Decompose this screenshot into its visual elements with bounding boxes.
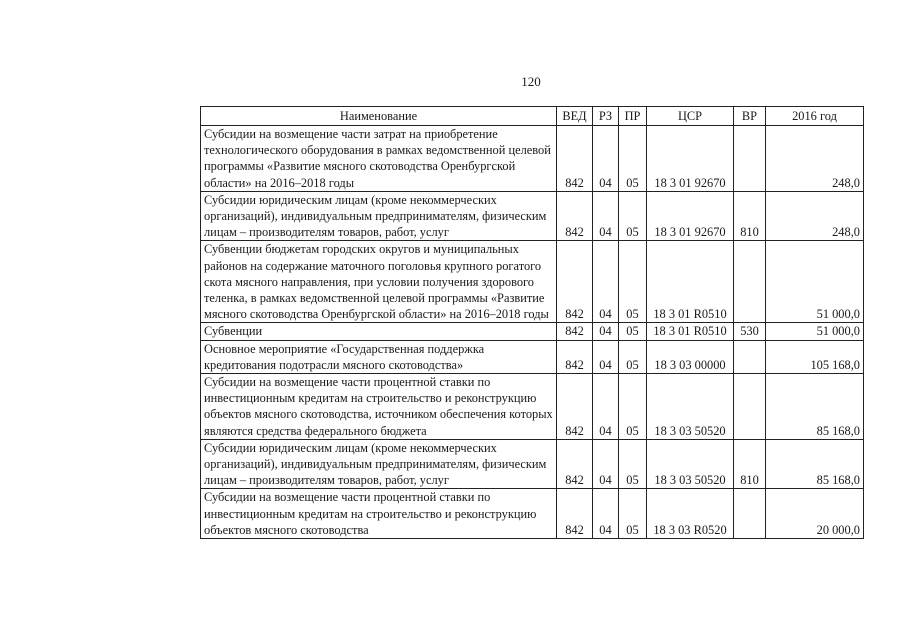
row-name: Субсидии на возмещение части процентной ставки по инвестиционным кредитам на строительство и реконструкцию объектов мясного скотоводства bbox=[201, 489, 557, 539]
row-amount: 85 168,0 bbox=[766, 439, 864, 489]
table-row bbox=[201, 323, 864, 340]
row-vr: 530 bbox=[734, 323, 766, 340]
row-ved: 842 bbox=[557, 439, 593, 489]
row-name: Основное мероприятие «Государственная поддержка кредитования подотрасли мясного скотоводства» bbox=[201, 340, 557, 373]
row-pr: 05 bbox=[619, 191, 647, 241]
row-name: Субвенции bbox=[201, 323, 557, 340]
row-name: Субсидии на возмещение части затрат на приобретение технологического оборудования в рамках ведомственной целевой программы «Развитие мясного скотоводства Оренбургской области» на 2016–2018 годы bbox=[201, 126, 557, 192]
row-pr: 05 bbox=[619, 126, 647, 192]
row-rz: 04 bbox=[593, 374, 619, 440]
row-amount: 85 168,0 bbox=[766, 374, 864, 440]
row-vr bbox=[734, 489, 766, 539]
row-amount: 20 000,0 bbox=[766, 489, 864, 539]
header-pr: ПР bbox=[619, 107, 647, 126]
table-row bbox=[201, 340, 864, 373]
row-amount: 248,0 bbox=[766, 126, 864, 192]
row-rz: 04 bbox=[593, 241, 619, 323]
page-number: 120 bbox=[521, 74, 541, 89]
row-amount: 51 000,0 bbox=[766, 241, 864, 323]
row-csr: 18 3 03 50520 bbox=[647, 439, 734, 489]
budget-table bbox=[200, 106, 864, 539]
row-rz: 04 bbox=[593, 323, 619, 340]
row-vr: 810 bbox=[734, 191, 766, 241]
row-name: Субсидии на возмещение части процентной ставки по инвестиционным кредитам на строительство и реконструкцию объектов мясного скотоводства, источником обеспечения которых являются средства федерального бюджета bbox=[201, 374, 557, 440]
header-name: Наименование bbox=[201, 107, 557, 126]
row-pr: 05 bbox=[619, 323, 647, 340]
row-amount: 105 168,0 bbox=[766, 340, 864, 373]
header-rz: РЗ bbox=[593, 107, 619, 126]
table-row bbox=[201, 241, 864, 323]
row-vr bbox=[734, 374, 766, 440]
table-row bbox=[201, 374, 864, 440]
row-ved: 842 bbox=[557, 191, 593, 241]
row-rz: 04 bbox=[593, 340, 619, 373]
table-row bbox=[201, 489, 864, 539]
row-csr: 18 3 03 50520 bbox=[647, 374, 734, 440]
row-ved: 842 bbox=[557, 323, 593, 340]
row-ved: 842 bbox=[557, 340, 593, 373]
table-row bbox=[201, 126, 864, 192]
row-csr: 18 3 01 R0510 bbox=[647, 241, 734, 323]
header-ved: ВЕД bbox=[557, 107, 593, 126]
row-csr: 18 3 03 R0520 bbox=[647, 489, 734, 539]
row-rz: 04 bbox=[593, 191, 619, 241]
table-header-row bbox=[201, 107, 864, 126]
row-ved: 842 bbox=[557, 241, 593, 323]
row-pr: 05 bbox=[619, 241, 647, 323]
row-amount: 51 000,0 bbox=[766, 323, 864, 340]
row-ved: 842 bbox=[557, 374, 593, 440]
row-vr: 810 bbox=[734, 439, 766, 489]
row-pr: 05 bbox=[619, 439, 647, 489]
row-vr bbox=[734, 340, 766, 373]
row-csr: 18 3 01 R0510 bbox=[647, 323, 734, 340]
row-csr: 18 3 01 92670 bbox=[647, 191, 734, 241]
table-row bbox=[201, 191, 864, 241]
row-name: Субсидии юридическим лицам (кроме некоммерческих организаций), индивидуальным предпринимателям, физическим лицам – производителям товаров, работ, услуг bbox=[201, 191, 557, 241]
row-ved: 842 bbox=[557, 126, 593, 192]
table-row bbox=[201, 439, 864, 489]
header-csr: ЦСР bbox=[647, 107, 734, 126]
row-csr: 18 3 03 00000 bbox=[647, 340, 734, 373]
row-pr: 05 bbox=[619, 489, 647, 539]
header-year: 2016 год bbox=[766, 107, 864, 126]
row-name: Субвенции бюджетам городских округов и муниципальных районов на содержание маточного поголовья крупного рогатого скота мясного направления, при условии получения здорового теленка, в рамках ведомственной целевой программы «Развитие мясного скотоводства Оренбургской области» на 2016–2018 годы bbox=[201, 241, 557, 323]
row-rz: 04 bbox=[593, 439, 619, 489]
row-amount: 248,0 bbox=[766, 191, 864, 241]
row-rz: 04 bbox=[593, 126, 619, 192]
header-vr: ВР bbox=[734, 107, 766, 126]
row-ved: 842 bbox=[557, 489, 593, 539]
row-pr: 05 bbox=[619, 340, 647, 373]
row-vr bbox=[734, 126, 766, 192]
row-pr: 05 bbox=[619, 374, 647, 440]
row-name: Субсидии юридическим лицам (кроме некоммерческих организаций), индивидуальным предпринимателям, физическим лицам – производителям товаров, работ, услуг bbox=[201, 439, 557, 489]
row-vr bbox=[734, 241, 766, 323]
row-rz: 04 bbox=[593, 489, 619, 539]
row-csr: 18 3 01 92670 bbox=[647, 126, 734, 192]
